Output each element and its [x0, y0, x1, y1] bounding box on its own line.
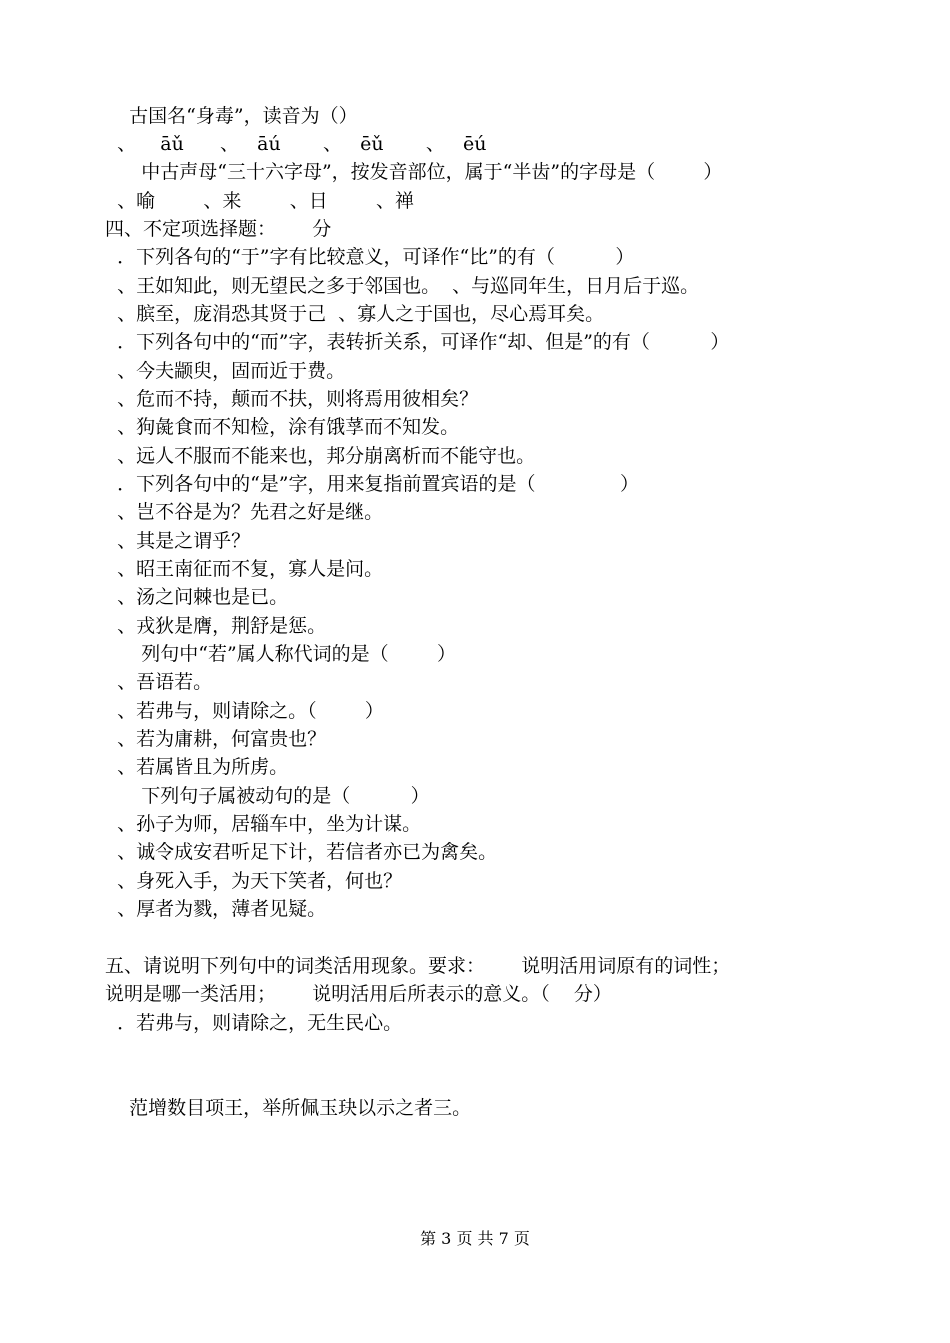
text-line-12: 、狗彘食而不知检，涂有饿莩而不知发。	[105, 416, 460, 438]
text-line-16: 、其是之谓乎？	[105, 530, 251, 552]
text-line-21: 、吾语若。	[105, 671, 213, 693]
text-line-25: 下列句子属被动句的是（ ）	[105, 785, 430, 807]
text-line-29: 、厚者为戮，薄者见疑。	[105, 898, 327, 920]
text-line-36: 范增数目项王，举所佩玉玦以示之者三。	[105, 1097, 472, 1119]
text-line-4: 、喻 、来 、日 、禅	[105, 190, 415, 212]
text-line-26: 、孙子为师，居辎车中，坐为计谋。	[105, 813, 422, 835]
section-heading-4: 四、不定项选择题： 分	[105, 218, 332, 240]
text-line-28: 、身死入手，为天下笑者，何也？	[105, 870, 403, 892]
text-line-14: ．下列各句中的“是”字，用来复指前置宾语的是（ ）	[105, 473, 640, 495]
text-line-8: 、膑至，庞涓恐其贤于己 、寡人之于国也，尽心焉耳矣。	[105, 303, 605, 325]
text-line-32: 说明是哪一类活用； 说明活用后所表示的意义。（ 分）	[105, 983, 612, 1005]
text-line-7: 、王如知此，则无望民之多于邻国也。 、与巡同年生，日月后于巡。	[105, 275, 700, 297]
text-line-2: 、 āǔ 、 āú 、 ēǔ 、 ēú	[105, 133, 487, 155]
text-line-11: 、危而不持，颠而不扶，则将焉用彼相矣？	[105, 388, 479, 410]
text-line-24: 、若属皆且为所虏。	[105, 756, 289, 778]
text-line-9: ．下列各句中的“而”字，表转折关系，可译作“却、但是”的有（ ）	[105, 331, 730, 353]
text-line-10: 、今夫颛臾，固而近于费。	[105, 360, 346, 382]
text-line-6: ．下列各句的“于”字有比较意义，可译作“比”的有（ ）	[105, 246, 635, 268]
text-line-22: 、若弗与，则请除之。（ ）	[105, 700, 384, 722]
text-line-17: 、昭王南征而不复，寡人是问。	[105, 558, 384, 580]
text-line-3: 中古声母“三十六字母”，按发音部位，属于“半齿”的字母是（ ）	[105, 161, 723, 183]
text-line-23: 、若为庸耕，何富贵也？	[105, 728, 327, 750]
text-line-1: 古国名“身毒”，读音为（）	[105, 105, 358, 127]
text-line-33: ．若弗与，则请除之，无生民心。	[105, 1012, 403, 1034]
text-line-13: 、远人不服而不能来也，邦分崩离析而不能守也。	[105, 445, 536, 467]
text-line-18: 、汤之问棘也是已。	[105, 586, 289, 608]
text-line-20: 列句中“若”属人称代词的是（ ）	[105, 643, 456, 665]
page-number-footer: 第 3 页 共 7 页	[420, 1229, 530, 1248]
text-line-19: 、戎狄是膺，荆舒是惩。	[105, 615, 327, 637]
section-heading-5: 五、请说明下列句中的词类活用现象。要求： 说明活用词原有的词性；	[105, 955, 731, 977]
text-line-27: 、诚令成安君听足下计，若信者亦已为禽矣。	[105, 841, 498, 863]
text-line-15: 、岂不谷是为？先君之好是继。	[105, 501, 384, 523]
